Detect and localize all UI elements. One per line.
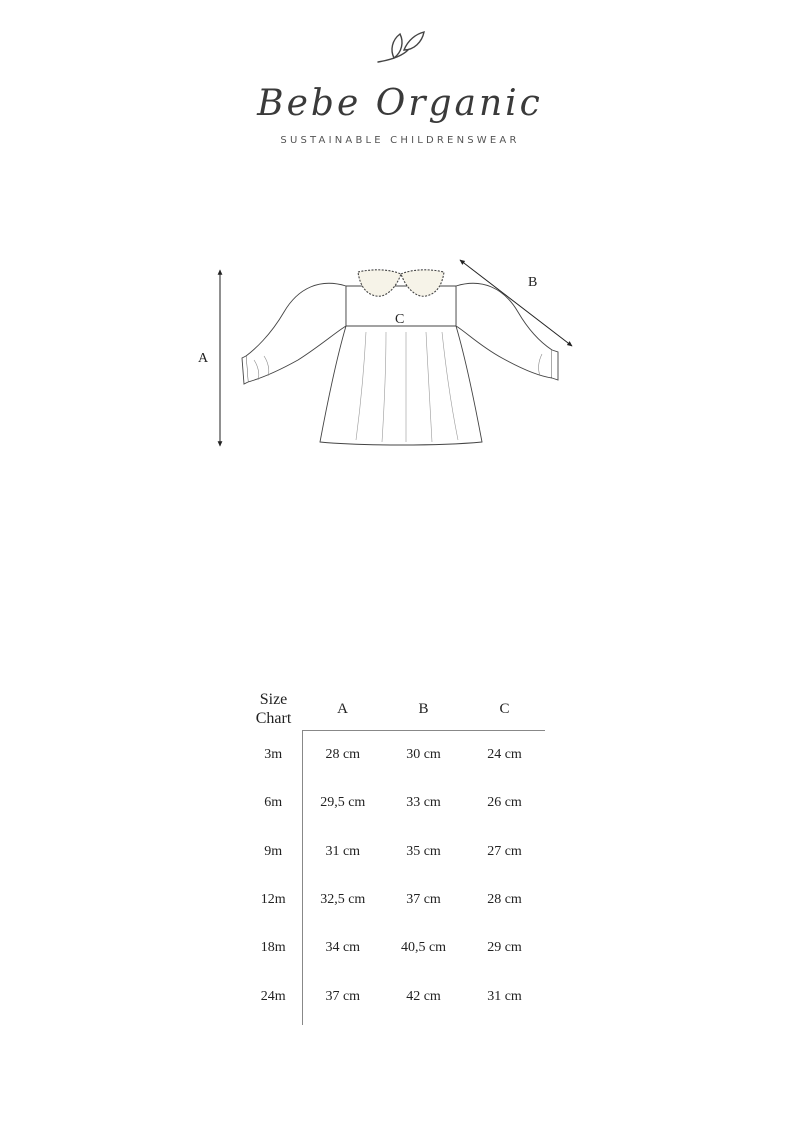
size-cell: 9m <box>245 828 302 876</box>
column-header-b: B <box>383 688 464 731</box>
measure-b-cell: 33 cm <box>406 795 441 811</box>
size-cell: 6m <box>245 779 302 827</box>
table-row <box>245 924 545 972</box>
measure-c-cell: 31 cm <box>487 988 522 1004</box>
dimension-a-label: A <box>198 351 209 366</box>
table-row <box>245 876 545 924</box>
size-cell: 24m <box>245 972 302 1024</box>
dimension-c-label: C <box>395 312 405 327</box>
measure-a-cell: 34 cm <box>325 940 361 956</box>
measure-a-cell: 28 cm <box>325 747 361 763</box>
blouse-with-collar-illustration <box>180 250 600 465</box>
measure-b-cell: 40,5 cm <box>400 940 447 956</box>
brand-name: Bebe Organic <box>257 83 543 124</box>
measure-b-cell: 35 cm <box>406 843 441 859</box>
measure-c-cell: 24 cm <box>487 747 522 763</box>
column-header-c: C <box>464 688 545 731</box>
size-cell: 3m <box>245 731 302 780</box>
measure-c-cell: 27 cm <box>487 843 522 859</box>
measure-a-cell: 31 cm <box>325 843 361 859</box>
table-row <box>245 779 545 827</box>
column-header-a: A <box>302 688 383 731</box>
table-row <box>245 972 545 1024</box>
leaf-icon <box>368 14 432 68</box>
size-chart-corner-label: Size Chart <box>255 691 292 728</box>
size-chart-header-row <box>245 688 545 731</box>
size-cell: 18m <box>245 924 302 972</box>
size-chart-table <box>245 688 545 1025</box>
measure-c-cell: 29 cm <box>487 940 522 956</box>
table-row <box>245 731 545 780</box>
brand-tagline: SUSTAINABLE CHILDRENSWEAR <box>280 135 520 146</box>
dimension-b-label: B <box>528 275 538 290</box>
size-cell: 12m <box>245 876 302 924</box>
measure-a-cell: 29,5 cm <box>320 795 366 811</box>
measure-c-cell: 28 cm <box>487 892 522 908</box>
table-row <box>245 828 545 876</box>
measure-a-cell: 37 cm <box>325 988 361 1004</box>
measure-b-cell: 42 cm <box>406 988 441 1004</box>
measure-a-cell: 32,5 cm <box>320 892 366 908</box>
measure-c-cell: 26 cm <box>487 795 522 811</box>
measure-b-cell: 37 cm <box>406 892 441 908</box>
measure-b-cell: 30 cm <box>406 747 441 763</box>
